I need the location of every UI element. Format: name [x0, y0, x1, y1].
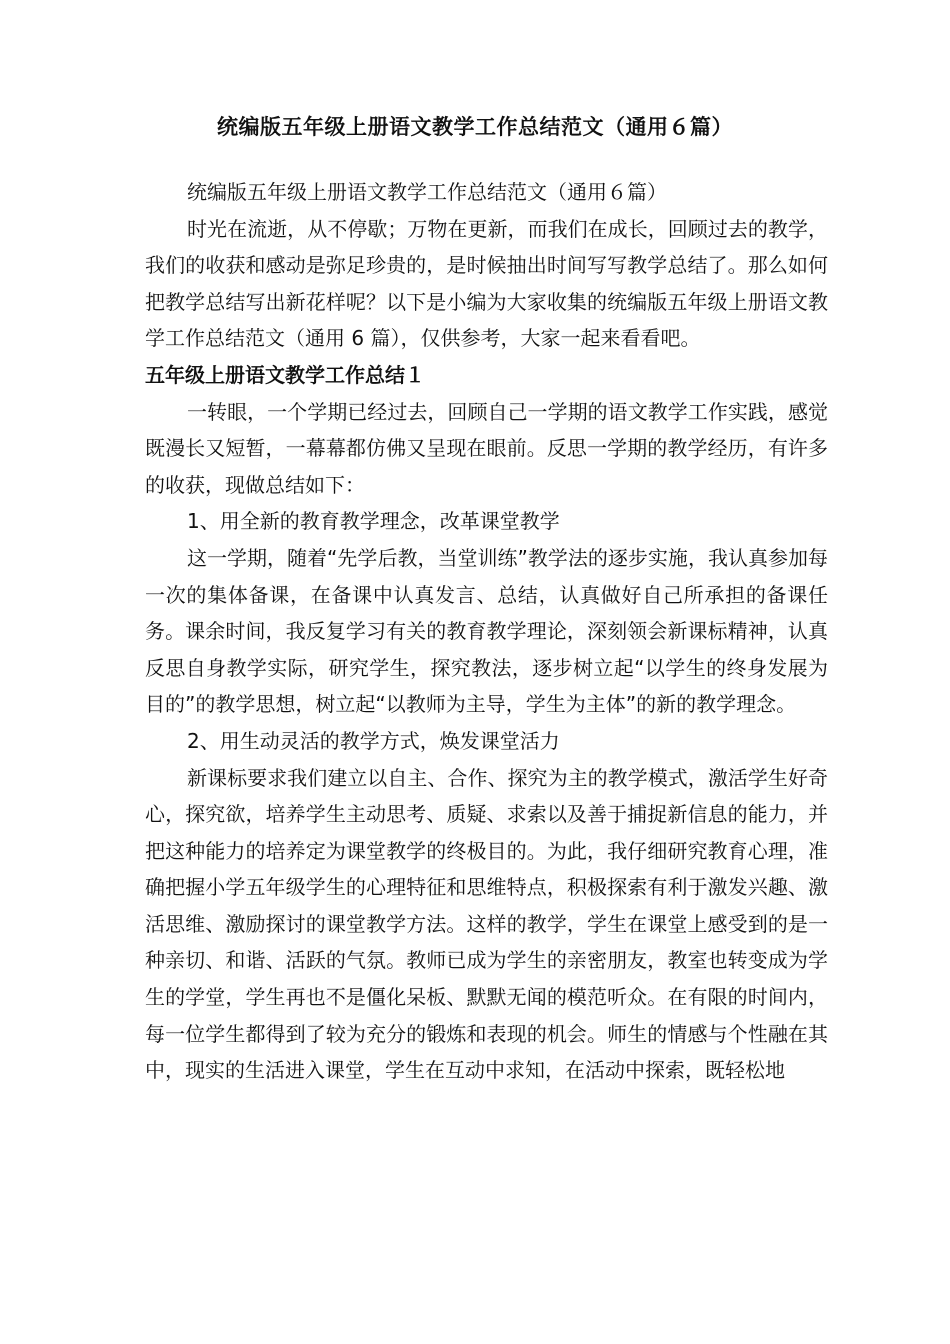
point-heading: 2、用生动灵活的教学方式，焕发课堂活力	[187, 728, 560, 753]
subtitle-paragraph: 统编版五年级上册语文教学工作总结范文（通用６篇）	[187, 180, 667, 204]
body-paragraph: 一转眼，一个学期已经过去，回顾自己一学期的语文教学工作实践，感觉既漫长又短暂，一幕幕都仿佛又呈现在眼前。反思一学期的教学经历，有许多的收获，现做总结如下：	[145, 399, 828, 497]
document-body	[145, 174, 828, 1089]
section-heading: 五年级上册语文教学工作总结１	[145, 362, 425, 387]
body-paragraph: 新课标要求我们建立以自主、合作、探究为主的教学模式，激活学生好奇心，探究欲，培养学生主动思考、质疑、求索以及善于捕捉新信息的能力，并把这种能力的培养定为课堂教学的终极目的。为此，我仔细研究教育心理，准确把握小学五年级学生的心理特征和思维特点，积极探索有利于激发兴趣、激活思维、激励探讨的课堂教学方法。这样的教学，学生在课堂上感受到的是一种亲切、和谐、活跃的气氛。教师已成为学生的亲密朋友，教室也转变成为学生的学堂，学生再也不是僵化呆板、默默无闻的模范听众。在有限的时间内，每一位学生都得到了较为充分的锻炼和表现的机会。师生的情感与个性融在其中，现实的生活进入课堂，学生在互动中求知，在活动中探索，既轻松地	[145, 765, 828, 1083]
point-heading: 1、用全新的教育教学理念，改革课堂教学	[187, 509, 560, 534]
document-title: 统编版五年级上册语文教学工作总结范文（通用６篇）	[217, 115, 733, 139]
body-paragraph: 这一学期，随着“先学后教，当堂训练”教学法的逐步实施，我认真参加每一次的集体备课，在备课中认真发言、总结，认真做好自己所承担的备课任务。课余时间，我反复学习有关的教育教学理论，深刻领会新课标精神，认真反思自身教学实际，研究学生，探究教法，逐步树立起“以学生的终身发展为目的”的教学思想，树立起“以教师为主导，学生为主体”的新的教学理念。	[145, 545, 828, 717]
intro-paragraph: 时光在流逝，从不停歇；万物在更新，而我们在成长，回顾过去的教学，我们的收获和感动是弥足珍贵的，是时候抽出时间写写教学总结了。那么如何把教学总结写出新花样呢？以下是小编为大家收集的统编版五年级上册语文教学工作总结范文（通用 6 篇），仅供参考，大家一起来看看吧。	[145, 216, 828, 351]
